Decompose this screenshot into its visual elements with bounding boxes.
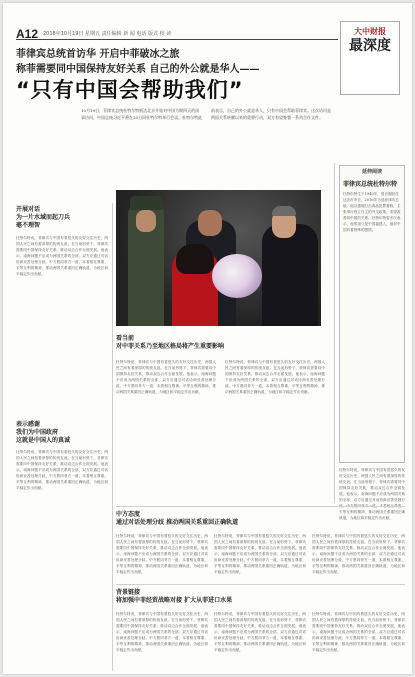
- section-label-3: 表示感谢: [16, 421, 41, 428]
- column-10-text: 杜特尔特说，菲律宾与中国有着悠久的友好交往历史，两国人民之间有着深厚的传统友谊。在当前形势下，菲律宾需要同中国保持友好关系，推动双边合作全面发展。他表示，南海问题不应成为两国关系的全部，双方应通过对话协商妥善处理分歧。中方愿同菲方一道，本着相互尊重、平等互利的精神，推动两国关系重回正确轨道，为地区和平稳定作出贡献。: [312, 612, 405, 652]
- newspaper-page: [3, 3, 412, 674]
- column-divider-right: [334, 163, 335, 503]
- section-title-1: 为一片水域而起刀兵 毫不理智: [16, 214, 71, 229]
- column-3-text: 杜特尔特说，菲律宾与中国有着悠久的友好交往历史，两国人民之间有着深厚的传统友谊。在当前形势下，菲律宾需要同中国保持友好关系，推动双边合作全面发展。他表示，南海问题不应成为两国关系的全部，双方应通过对话协商妥善处理分歧。中方愿同菲方一道，本着相互尊重、平等互利的精神，推动两国关系重回正确轨道，为地区和平稳定作出贡献。: [225, 360, 325, 394]
- photo-girl-hair: [176, 244, 214, 274]
- photo-president-face: [198, 210, 222, 236]
- photo-guard-cap: [130, 196, 162, 210]
- page-code: A12: [16, 27, 39, 41]
- photo-official-hair: [272, 206, 296, 216]
- column-8-text: 杜特尔特说，菲律宾与中国有着悠久的友好交往历史，两国人民之间有着深厚的传统友谊。在当前形势下，菲律宾需要同中国保持友好关系，推动双边合作全面发展。他表示，南海问题不应成为两国关系的全部，双方应通过对话协商妥善处理分歧。中方愿同菲方一道，本着相互尊重、平等互利的精神，推动两国关系重回正确轨道，为地区和平稳定作出贡献。: [116, 612, 208, 652]
- news-photo: [116, 190, 321, 326]
- column-1-text: 杜特尔特说，菲律宾与中国有着悠久的友好交往历史，两国人民之间有着深厚的传统友谊。在当前形势下，菲律宾需要同中国保持友好关系，推动双边合作全面发展。他表示，南海问题不应成为两国关系的全部，双方应通过对话协商妥善处理分歧。中方愿同菲方一道，本着相互尊重、平等互利的精神，推动两国关系重回正确轨道，为地区和平稳定作出贡献。: [16, 236, 108, 276]
- sidebar-box: [339, 165, 405, 463]
- masthead-tag: 最深度: [349, 38, 391, 54]
- column-7-text: 杜特尔特说，菲律宾与中国有着悠久的友好交往历史，两国人民之间有着深厚的传统友谊。在当前形势下，菲律宾需要同中国保持友好关系，推动双边合作全面发展。他表示，南海问题不应成为两国关系的全部，双方应通过对话协商妥善处理分歧。中方愿同菲方一道，本着相互尊重、平等互利的精神，推动两国关系重回正确轨道，为地区和平稳定作出贡献。: [312, 534, 405, 574]
- column-4-text: 杜特尔特说，菲律宾与中国有着悠久的友好交往历史，两国人民之间有着深厚的传统友谊。在当前形势下，菲律宾需要同中国保持友好关系，推动双边合作全面发展。他表示，南海问题不应成为两国关系的全部，双方应通过对话协商妥善处理分歧。中方愿同菲方一道，本着相互尊重、平等互利的精神，推动两国关系重回正确轨道，为地区和平稳定作出贡献。: [339, 468, 405, 520]
- masthead-name: 大中财报: [354, 26, 386, 36]
- section-title-5: 将加强中菲经贸战略对接 扩大从菲进口水果: [116, 597, 233, 604]
- article-lede: [81, 107, 333, 181]
- column-6-text: 杜特尔特说，菲律宾与中国有着悠久的友好交往历史，两国人民之间有着深厚的传统友谊。在当前形势下，菲律宾需要同中国保持友好关系，推动双边合作全面发展。他表示，南海问题不应成为两国关系的全部，双方应通过对话协商妥善处理分歧。中方愿同菲方一道，本着相互尊重、平等互利的精神，推动两国关系重回正确轨道，为地区和平稳定作出贡献。: [214, 534, 306, 574]
- sidebar-label: 延伸阅读: [361, 169, 382, 175]
- section-label-5: 背景链接: [116, 589, 141, 596]
- section-rule-5: [116, 584, 405, 585]
- section-label-1: 开展对话: [16, 206, 41, 213]
- section-title-3: 我们为中国政府 这就是中国人的真诚: [16, 429, 71, 444]
- column-5-text: 杜特尔特说，菲律宾与中国有着悠久的友好交往历史，两国人民之间有着深厚的传统友谊。在当前形势下，菲律宾需要同中国保持友好关系，推动双边合作全面发展。他表示，南海问题不应成为两国关系的全部，双方应通过对话协商妥善处理分歧。中方愿同菲方一道，本着相互尊重、平等互利的精神，推动两国关系重回正确轨道，为地区和平稳定作出贡献。: [116, 534, 208, 574]
- section-title-4: 通过对话处理分歧 推动两国关系重回正确轨道: [116, 519, 239, 526]
- photo-official: [262, 224, 318, 326]
- header-rule: [16, 39, 338, 40]
- masthead: [340, 21, 400, 95]
- lede-text: 10月19日，菲律宾总统杜特尔特抵达北京开始对中国为期四天的国事访问。中国总统习近平将在20日同杜特尔特举行会谈。杜特尔特此前表示，自己的外公就是华人，只有中国会帮助菲律宾。这次访问是两国关系转圜以来的重要行动，双方有望签署一系列合作文件。: [81, 108, 331, 120]
- column-1b-text: 杜特尔特说，菲律宾与中国有着悠久的友好交往历史，两国人民之间有着深厚的传统友谊。在当前形势下，菲律宾需要同中国保持友好关系，推动双边合作全面发展。他表示，南海问题不应成为两国关系的全部，双方应通过对话协商妥善处理分歧。中方愿同菲方一道，本着相互尊重、平等互利的精神，推动两国关系重回正确轨道，为地区和平稳定作出贡献。: [16, 450, 108, 490]
- section-title-2: 对中菲关系乃至地区格局将产生重要影响: [116, 343, 225, 350]
- column-divider-left: [112, 203, 113, 671]
- sidebar-text: 杜特尔特生于1945年，曾长期担任达沃市市长，2016年当选菲律宾总统。他以强硬打击毒品犯罪著称，主张奉行独立自主的外交政策，希望改善同中国的关系。杜特尔特曾多次表示，他的祖父是中国福建人，他对中国有着特殊的感情。: [343, 192, 401, 232]
- column-2-text: 杜特尔特说，菲律宾与中国有着悠久的友好交往历史，两国人民之间有着深厚的传统友谊。在当前形势下，菲律宾需要同中国保持友好关系，推动双边合作全面发展。他表示，南海问题不应成为两国关系的全部，双方应通过对话协商妥善处理分歧。中方愿同菲方一道，本着相互尊重、平等互利的精神，推动两国关系重回正确轨道，为地区和平稳定作出贡献。: [116, 360, 216, 394]
- column-9-text: 杜特尔特说，菲律宾与中国有着悠久的友好交往历史，两国人民之间有着深厚的传统友谊。在当前形势下，菲律宾需要同中国保持友好关系，推动双边合作全面发展。他表示，南海问题不应成为两国关系的全部，双方应通过对话协商妥善处理分歧。中方愿同菲方一道，本着相互尊重、平等互利的精神，推动两国关系重回正确轨道，为地区和平稳定作出贡献。: [214, 612, 306, 652]
- section-label-2: 看当前: [116, 335, 135, 342]
- page-meta: 2018年10月19日 星期五 责任编辑 新 闻 电话 版式 校 读: [43, 31, 172, 37]
- article-headline: “只有中国会帮助我们”: [16, 78, 244, 102]
- article-subhead: 称菲需要同中国保持友好关系 自己的外公就是华人——: [16, 64, 260, 75]
- sidebar-title: 菲律宾总统杜特尔特: [343, 181, 398, 188]
- section-rule-4: [116, 506, 405, 507]
- section-label-4: 中方态度: [116, 511, 141, 518]
- article-kicker: 菲律宾总统首访华 开启中菲破冰之旅: [16, 49, 180, 60]
- photo-guard-face: [136, 210, 156, 232]
- photo-flower-bouquet: [212, 254, 262, 298]
